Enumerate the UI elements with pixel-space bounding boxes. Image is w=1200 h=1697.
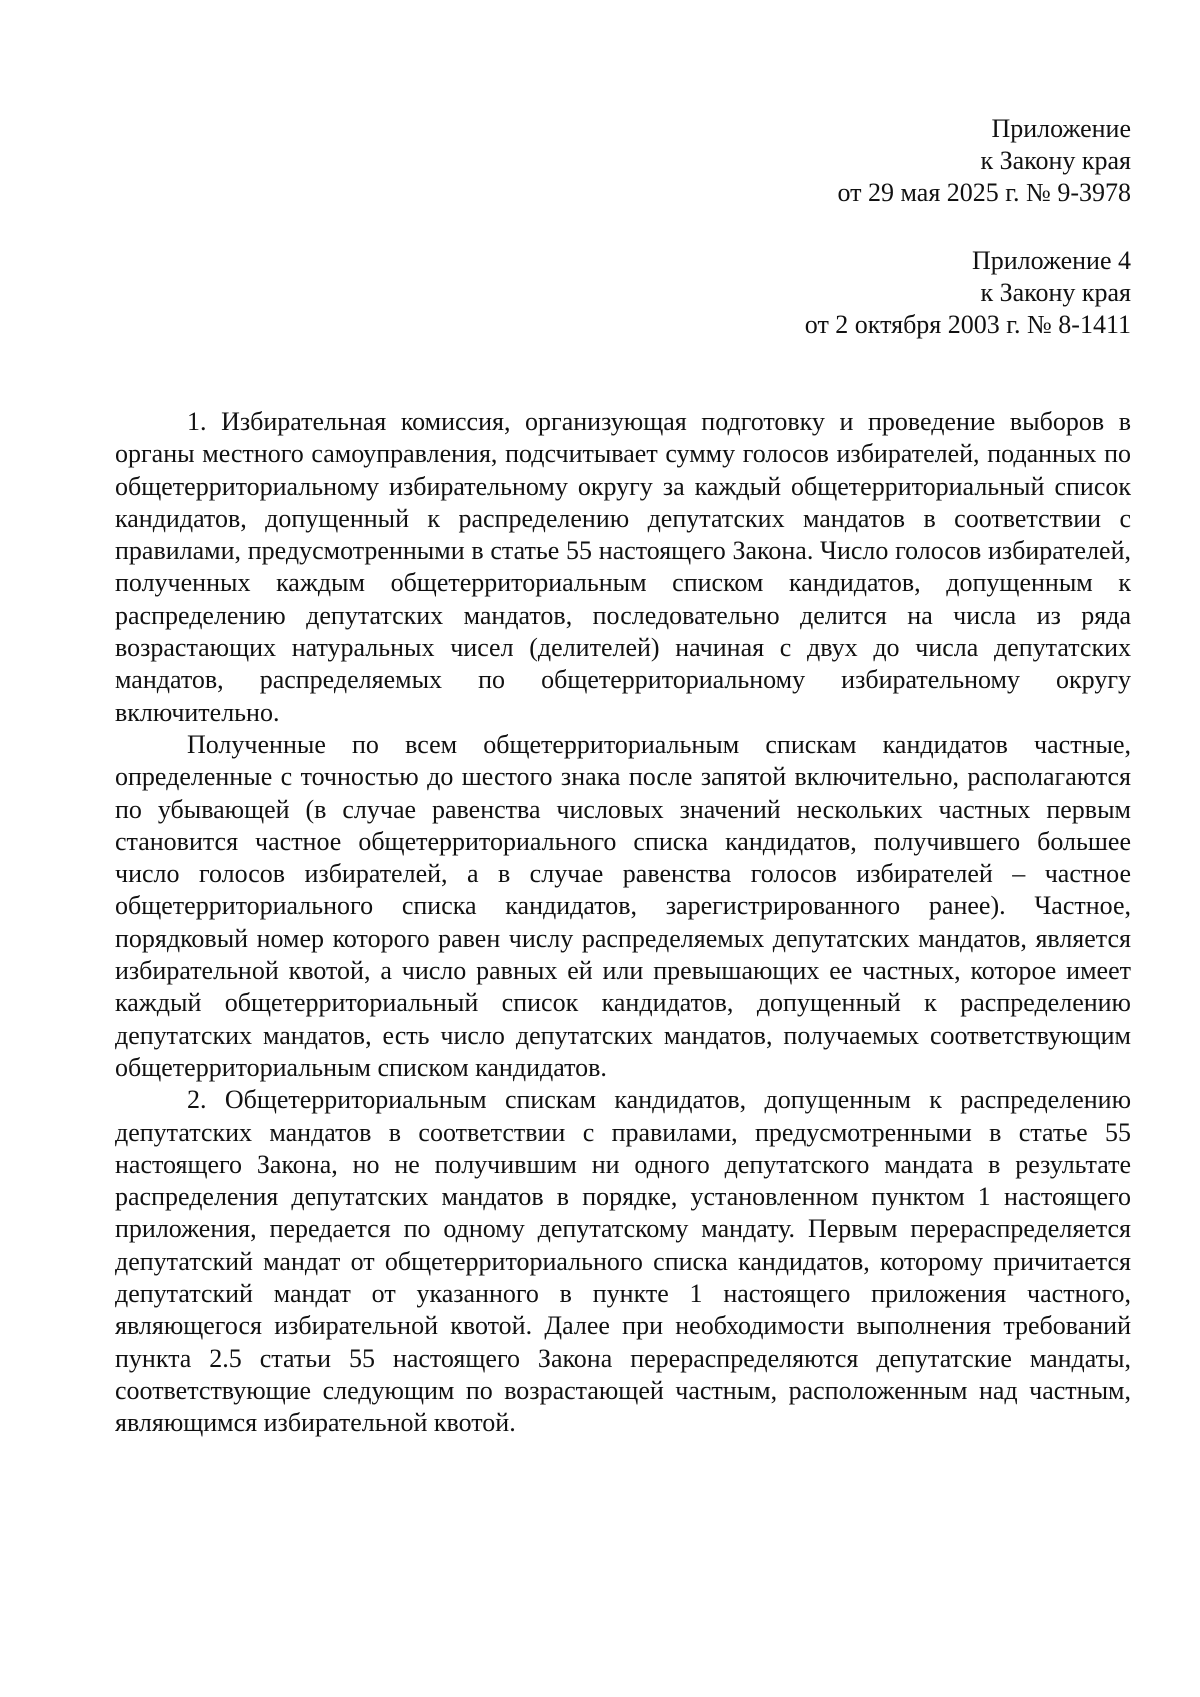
paragraph-clause-2: 2. Общетерриториальным спискам кандидатов, допущенным к распределению депутатских мандатов в соответствии с правилами, предусмотренными в статье 55 настоящего Закона, но не получившим ни одного депутатского мандата в результате распределения депутатских мандатов в порядке, установленном пунктом 1 настоящего приложения, передается по одному депутатскому мандату. Первым перераспределяется депутатский мандат от общетерриториального списка кандидатов, которому причитается депутатский мандат от указанного в пункте 1 настоящего приложения частного, являющегося избирательной квотой. Далее при необходимости выполнения требований пункта 2.5 статьи 55 настоящего Закона перераспределяются депутатские мандаты, соответствующие следующим по возрастающей частным, расположенным над частным, являющимся избирательной квотой.: [115, 1085, 1131, 1438]
appendix-law-reference: к Закону края: [980, 278, 1131, 307]
paragraph-clause-1: 1. Избирательная комиссия, организующая подготовку и проведение выборов в органы местного самоуправления, подсчитывает сумму голосов избирателей, поданных по общетерриториальному избирательному округу за каждый общетерриториальный список кандидатов, допущенный к распределению депутатских мандатов в соответствии с правилами, предусмотренными в статье 55 настоящего Закона. Число голосов избирателей, полученных каждым общетерриториальным списком кандидатов, допущенным к распределению депутатских мандатов, последовательно делится на числа из ряда возрастающих натуральных чисел (делителей) начиная с двух до числа депутатских мандатов, распределяемых по общетерриториальному избирательному округу включительно.: [115, 407, 1131, 727]
appendix-title: Приложение: [991, 114, 1131, 143]
appendix-law-date-number: от 29 мая 2025 г. № 9-3978: [837, 178, 1131, 207]
appendix-law-reference: к Закону края: [980, 146, 1131, 175]
paragraph-clause-1-continued: Полученные по всем общетерриториальным спискам кандидатов частные, определенные с точностью до шестого знака после запятой включительно, располагаются по убывающей (в случае равенства числовых значений нескольких частных первым становится частное общетерриториального списка кандидатов, получившего большее число голосов избирателей, а в случае равенства голосов избирателей – частное общетерриториального списка кандидатов, зарегистрированного ранее). Частное, порядковый номер которого равен числу распределяемых депутатских мандатов, является избирательной квотой, а число равных ей или превышающих ее частных, которое имеет каждый общетерриториальный список кандидатов, допущенный к распределению депутатских мандатов, есть число депутатских мандатов, получаемых соответствующим общетерриториальным списком кандидатов.: [115, 729, 1131, 1082]
document-body: [115, 406, 1131, 1440]
appendix-law-date-number: от 2 октября 2003 г. № 8-1411: [804, 310, 1131, 339]
appendix-header-current: [838, 113, 1132, 209]
appendix-header-original: [805, 245, 1131, 341]
appendix-title: Приложение 4: [971, 246, 1131, 275]
